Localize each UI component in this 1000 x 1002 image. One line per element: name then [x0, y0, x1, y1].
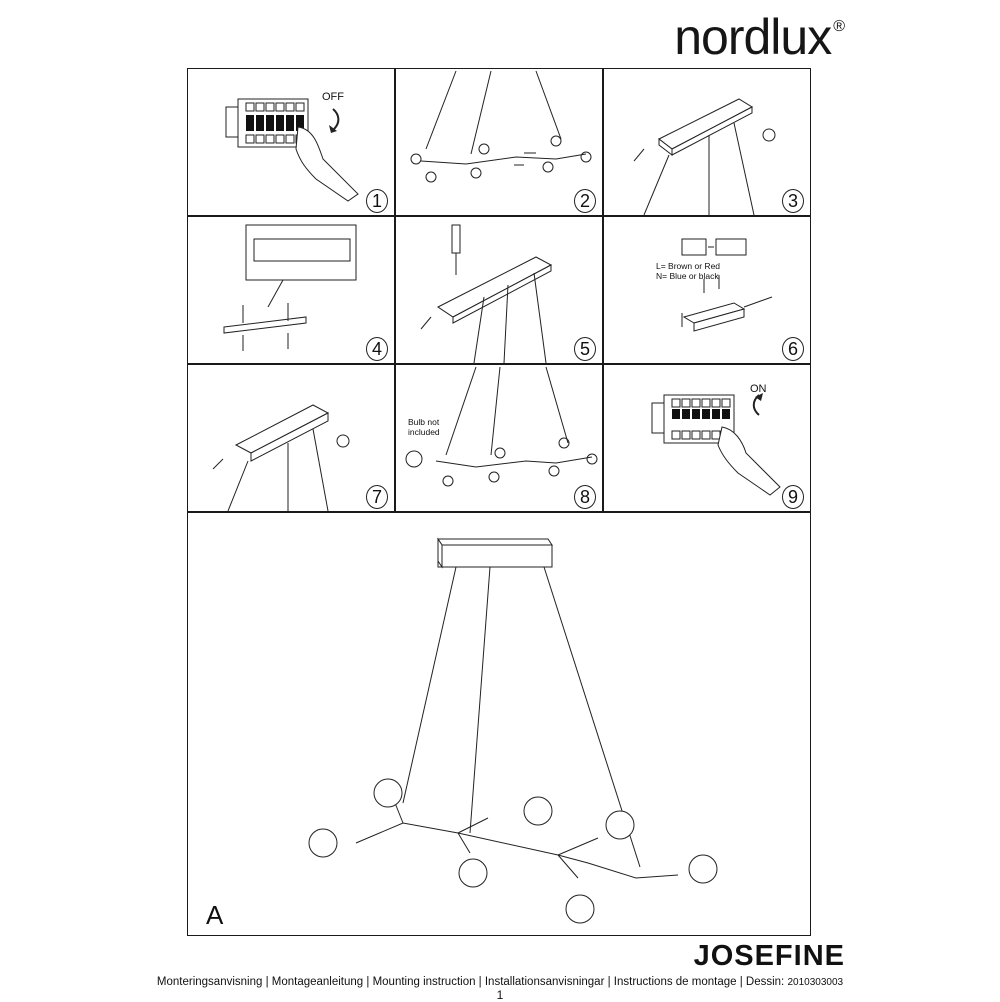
- step-2-panel: [395, 68, 603, 216]
- step-8-panel: [395, 364, 603, 512]
- step-9-panel: [603, 364, 811, 512]
- bulb-note-line1: Bulb not: [408, 417, 440, 427]
- on-label: ON: [750, 383, 767, 395]
- overview-panel: [187, 512, 811, 936]
- step-1-panel: [187, 68, 395, 216]
- step-number-1: 1: [366, 189, 388, 213]
- footer-languages: [0, 976, 1000, 988]
- drawing-code: 2010303003: [787, 977, 844, 988]
- step-number-8: 8: [574, 485, 596, 509]
- registered-mark: ®: [833, 18, 844, 35]
- wiring-note-live: L= Brown or Red: [656, 261, 721, 271]
- mounting-bracket-illustration: [604, 69, 810, 215]
- step-number-3: 3: [782, 189, 804, 213]
- wiring-note: [656, 261, 720, 281]
- footer-language-list: Monteringsanvisning | Montageanleitung | Mounting instruction | Installationsanvisningar | Instructions de montage | Dessin:: [156, 976, 785, 988]
- pendant-overview-illustration: [188, 513, 810, 935]
- off-label: OFF: [322, 91, 344, 103]
- overview-label: A: [206, 900, 224, 930]
- step-3-panel: [603, 68, 811, 216]
- step-number-4: 4: [366, 337, 388, 361]
- step-number-9: 9: [782, 485, 804, 509]
- product-name: JOSEFINE: [693, 940, 845, 972]
- cover-fixing-illustration: [188, 365, 394, 511]
- fixture-assembly-illustration: [396, 69, 602, 215]
- brand-name: nordlux: [674, 9, 832, 65]
- page-number: 1: [496, 988, 504, 1002]
- fuse-box-off-illustration: [188, 69, 394, 215]
- bulb-note-line2: included: [408, 427, 440, 437]
- step-5-panel: [395, 216, 603, 364]
- step-6-panel: [603, 216, 811, 364]
- mounting-screwdriver-illustration: [396, 217, 602, 363]
- bulb-note: [408, 417, 440, 437]
- step-number-2: 2: [574, 189, 596, 213]
- step-number-7: 7: [366, 485, 388, 509]
- fuse-box-on-illustration: [604, 365, 810, 511]
- step-number-5: 5: [574, 337, 596, 361]
- instruction-grid: [187, 68, 811, 513]
- wiring-note-neutral: N= Blue or black: [656, 271, 719, 281]
- ceiling-plate-illustration: [188, 217, 394, 363]
- bulb-install-illustration: [396, 365, 602, 511]
- brand-logo: [674, 8, 842, 66]
- step-number-6: 6: [782, 337, 804, 361]
- wiring-illustration: [604, 217, 810, 363]
- step-4-panel: [187, 216, 395, 364]
- step-7-panel: [187, 364, 395, 512]
